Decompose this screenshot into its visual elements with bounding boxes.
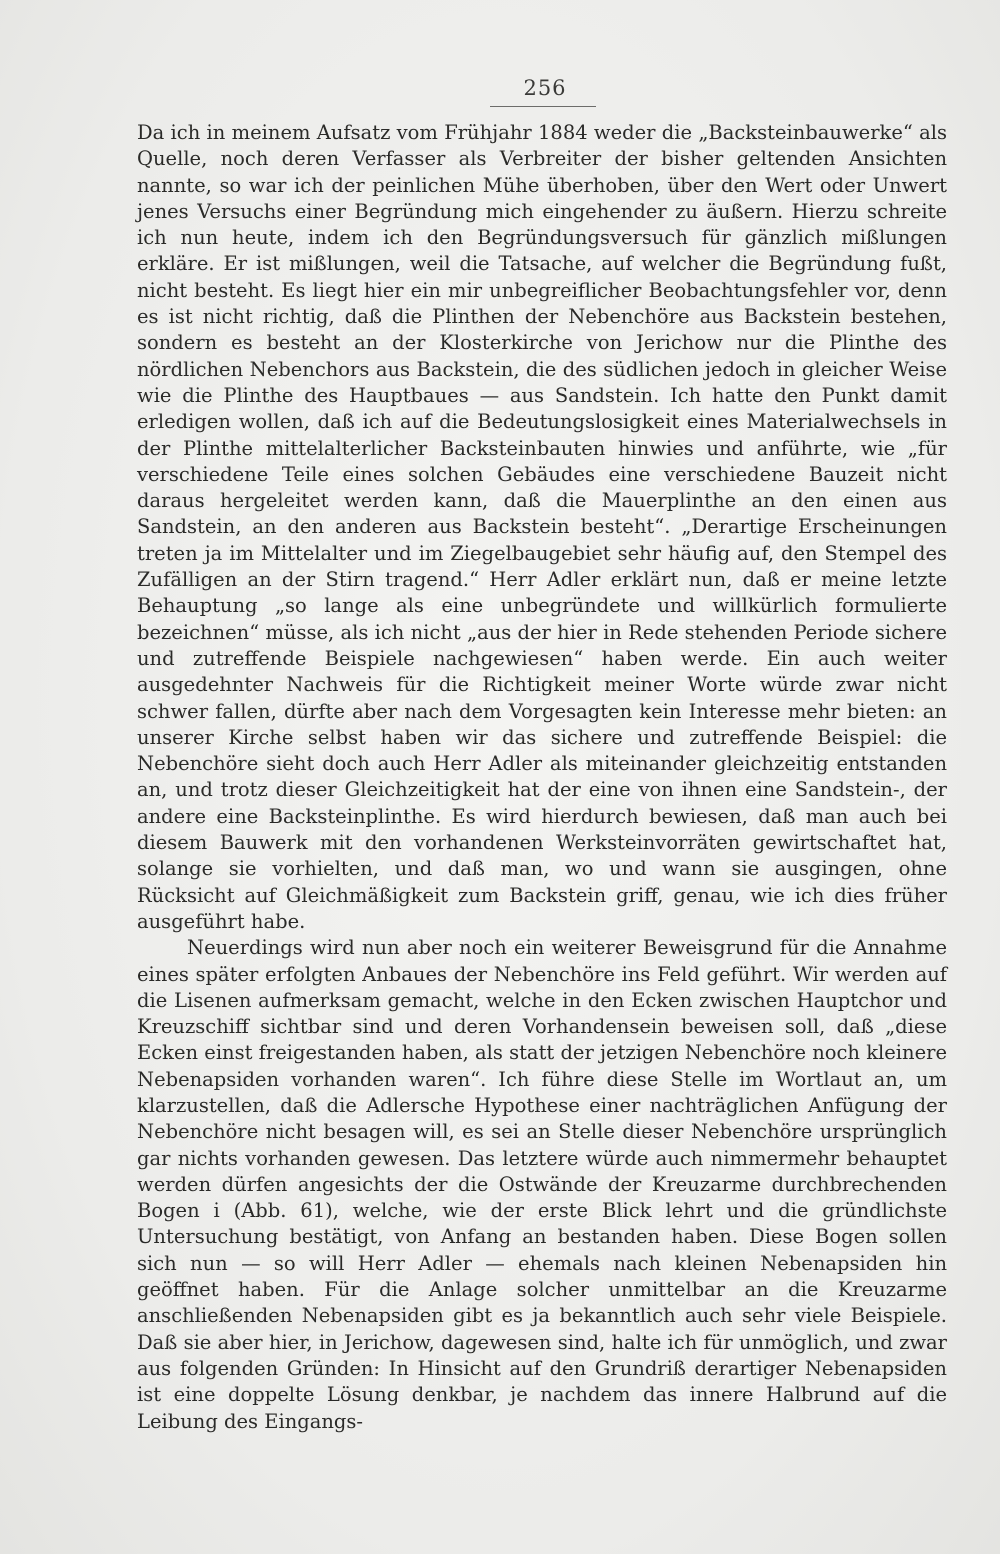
- paragraph-2: Neuerdings wird nun aber noch ein weiterer Beweisgrund für die Annahme eines später erfolgten Anbaues der Nebenchöre ins Feld geführt. Wir werden auf die Lisenen aufmerksam gemacht, welche in den Ecken zwischen Hauptchor und Kreuzschiff sichtbar sind und deren Vorhandensein beweisen soll, daß „diese Ecken einst freigestanden haben, als statt der jetzigen Nebenchöre noch kleinere Nebenapsiden vorhanden waren“. Ich führe diese Stelle im Wortlaut an, um klarzustellen, daß die Adlersche Hypothese einer nachträglichen Anfügung der Nebenchöre nicht besagen will, es sei an Stelle dieser Nebenchöre ursprünglich gar nichts vorhanden gewesen. Das letztere würde auch nimmermehr behauptet werden dürfen angesichts der die Ostwände der Kreuzarme durchbrechenden Bogen i (Abb. 61), welche, wie der erste Blick lehrt und die gründlichste Untersuchung bestätigt, von Anfang an bestanden haben. Diese Bogen sollen sich nun — so will Herr Adler — ehemals nach kleinen Nebenapsiden hin geöffnet haben. Für die Anlage solcher unmittelbar an die Kreuzarme anschließenden Nebenapsiden gibt es ja bekanntlich auch sehr viele Beispiele. Daß sie aber hier, in Jerichow, dagewesen sind, halte ich für unmöglich, und zwar aus folgenden Gründen: In Hinsicht auf den Grundriß derartiger Nebenapsiden ist eine doppelte Lösung denkbar, je nachdem das innere Halbrund auf die Leibung des Eingangs-: [137, 936, 947, 1433]
- page-number: 256: [523, 76, 567, 100]
- paragraph-1: Da ich in meinem Aufsatz vom Frühjahr 1884 weder die „Backsteinbauwerke“ als Quelle, noch deren Verfasser als Verbreiter der bisher geltenden Ansichten nannte, so war ich der peinlichen Mühe überhoben, über den Wert oder Unwert jenes Versuchs einer Begründung mich eingehender zu äußern. Hierzu schreite ich nun heute, indem ich den Begründungsversuch für gänzlich mißlungen erkläre. Er ist mißlungen, weil die Tatsache, auf welcher die Begründung fußt, nicht besteht. Es liegt hier ein mir unbegreiflicher Beobachtungsfehler vor, denn es ist nicht richtig, daß die Plinthen der Nebenchöre aus Backstein bestehen, sondern es besteht an der Klosterkirche von Jerichow nur die Plinthe des nördlichen Nebenchors aus Backstein, die des südlichen jedoch in gleicher Weise wie die Plinthe des Hauptbaues — aus Sandstein. Ich hatte den Punkt damit erledigen wollen, daß ich auf die Bedeutungslosigkeit eines Materialwechsels in der Plinthe mittelalterlicher Backsteinbauten hinwies und anführte, wie „für verschiedene Teile eines solchen Gebäudes eine verschiedene Bauzeit nicht daraus hergeleitet werden kann, daß die Mauerplinthe an den einen aus Sandstein, an den anderen aus Backstein besteht“. „Derartige Erscheinungen treten ja im Mittelalter und im Ziegelbaugebiet sehr häufig auf, den Stempel des Zufälligen an der Stirn tragend.“ Herr Adler erklärt nun, daß er meine letzte Behauptung „so lange als eine unbegründete und willkürlich formulierte bezeichnen“ müsse, als ich nicht „aus der hier in Rede stehenden Periode sichere und zutreffende Beispiele nachgewiesen“ haben werde. Ein auch weiter ausgedehnter Nachweis für die Richtigkeit meiner Worte würde zwar nicht schwer fallen, dürfte aber nach dem Vorgesagten kein Interesse mehr bieten: an unserer Kirche selbst haben wir das sichere und zutreffende Beispiel: die Nebenchöre sieht doch auch Herr Adler als miteinander gleichzeitig entstanden an, und trotz dieser Gleichzeitigkeit hat der eine von ihnen eine Sandstein-, der andere eine Backsteinplinthe. Es wird hierdurch bewiesen, daß man auch bei diesem Bauwerk mit den vorhandenen Werksteinvorräten gewirtschaftet hat, solange sie vorhielten, und daß man, wo und wann sie ausgingen, ohne Rücksicht auf Gleichmäßigkeit zum Backstein griff, genau, wie ich dies früher ausgeführt habe.: [137, 121, 947, 933]
- body-text: [137, 120, 947, 1435]
- page-number-rule: [490, 106, 596, 107]
